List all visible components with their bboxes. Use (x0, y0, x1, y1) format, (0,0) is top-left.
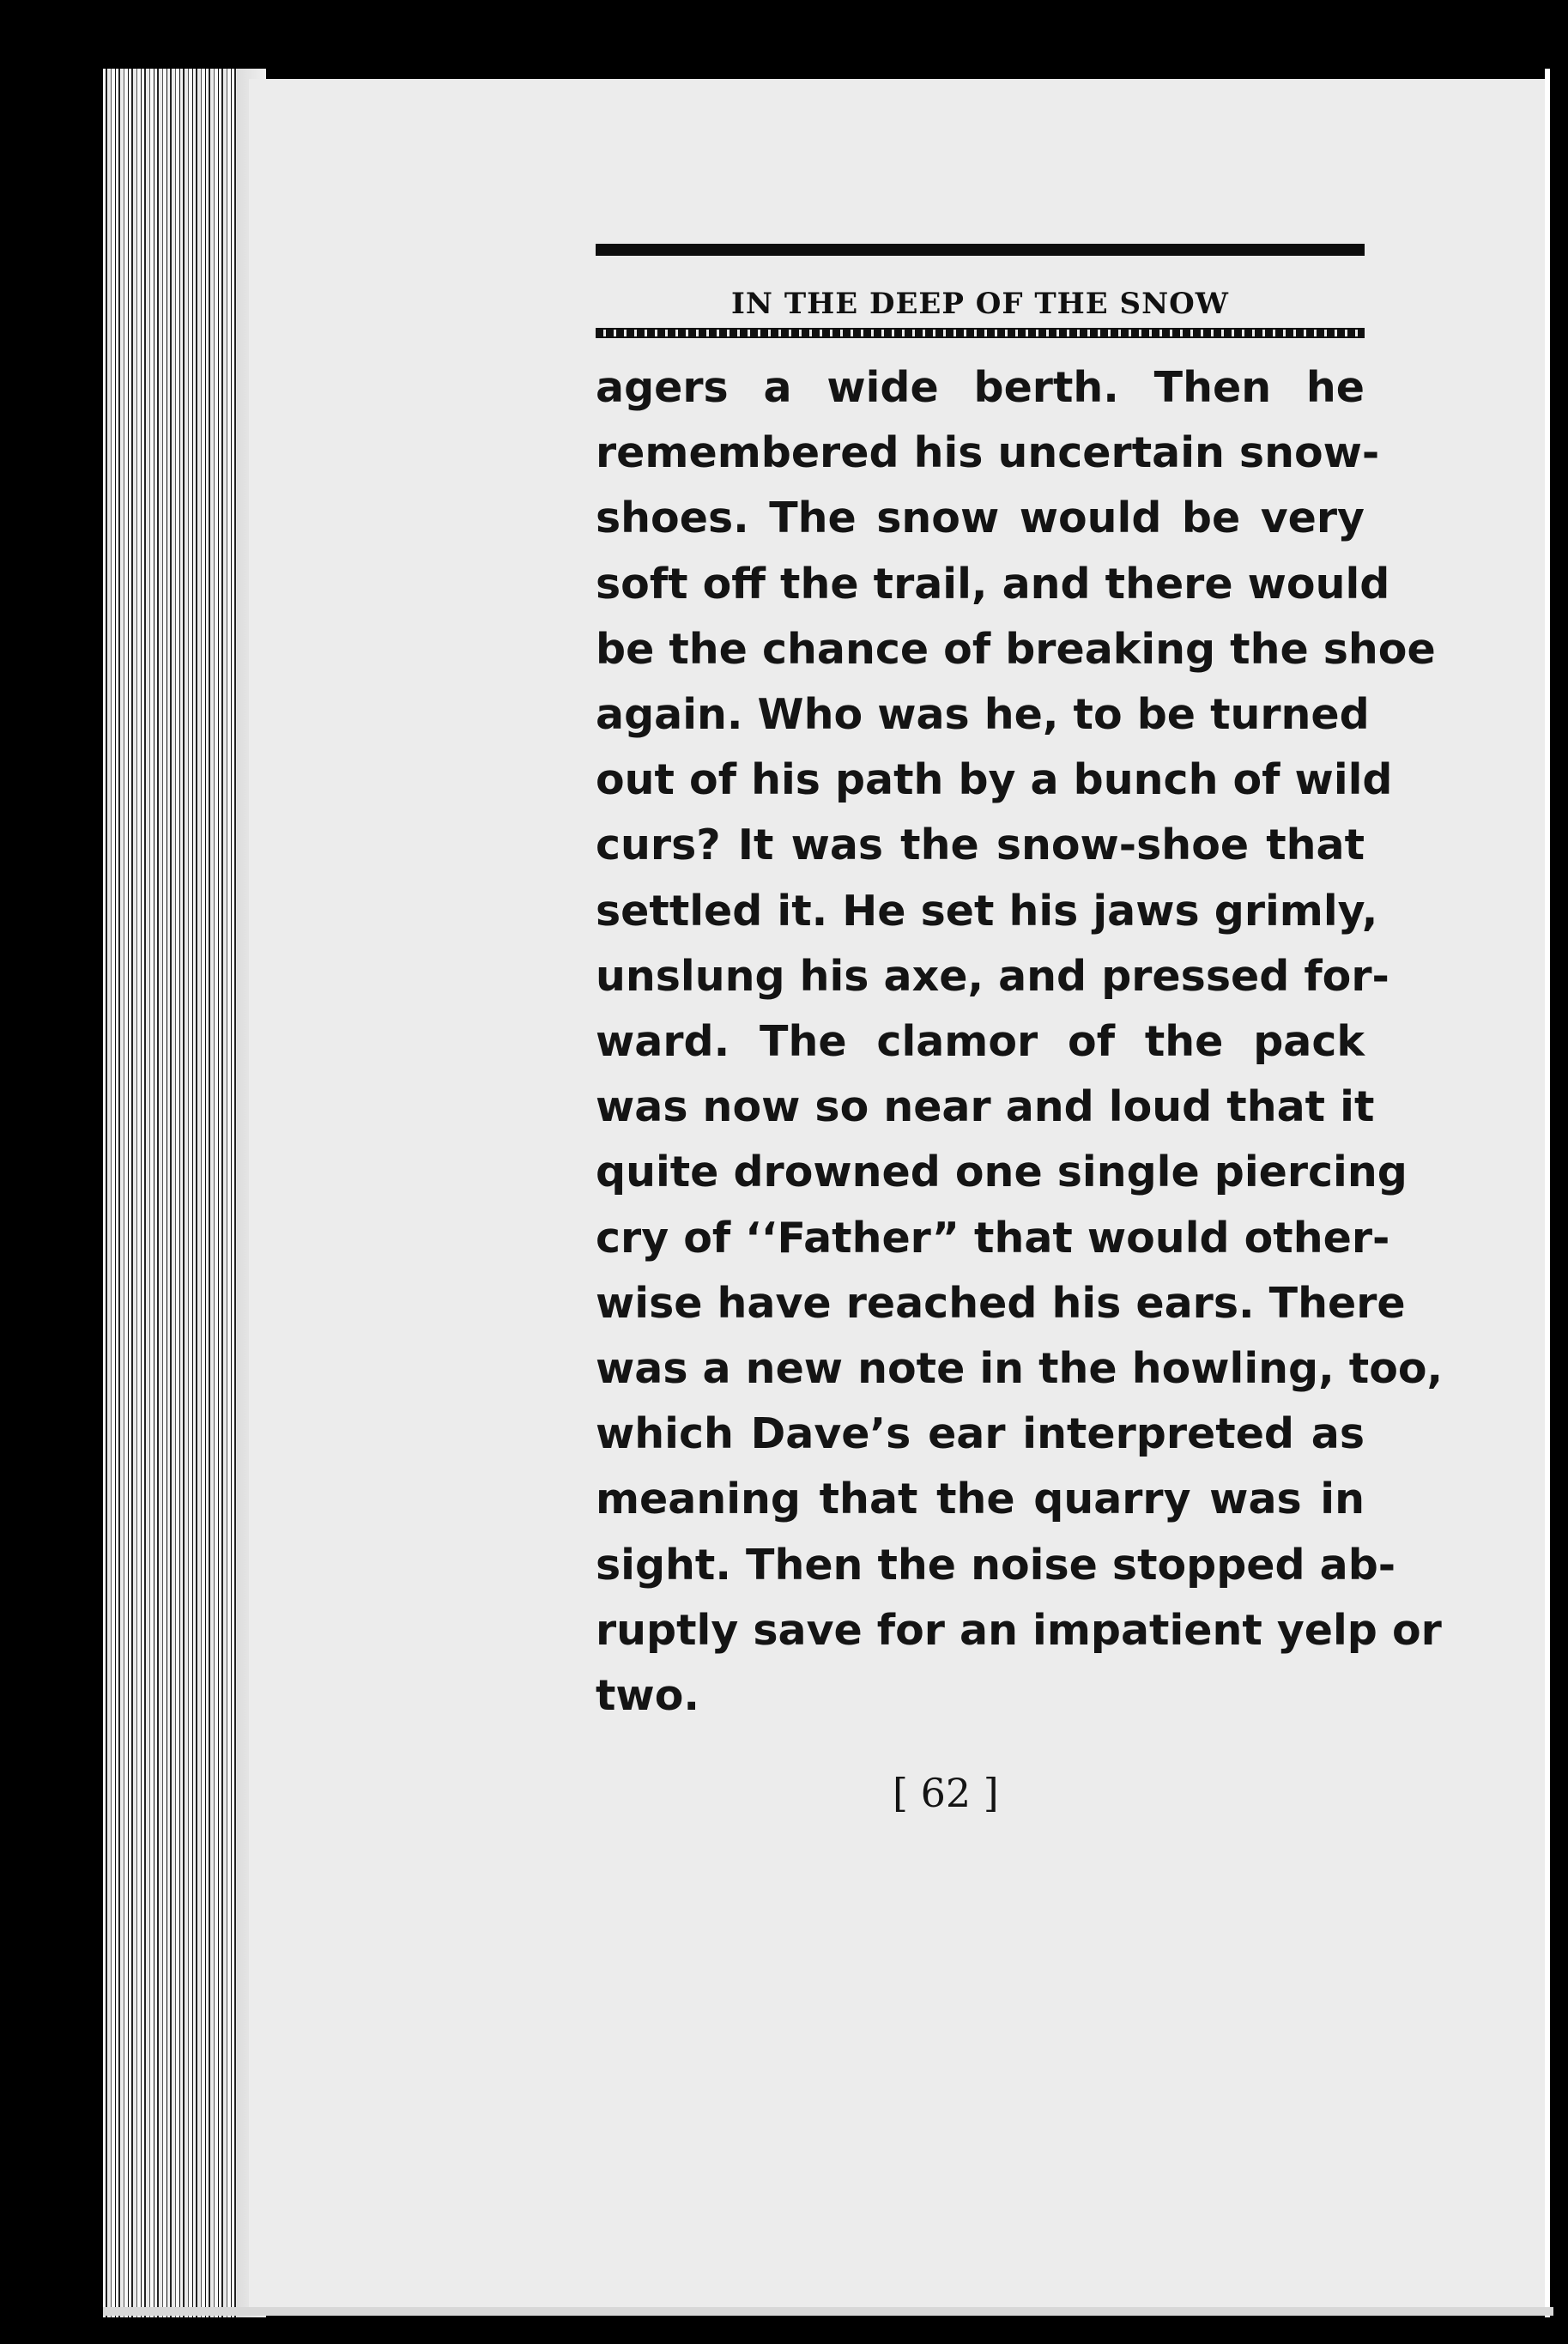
page-bottom-edge (103, 2307, 1553, 2316)
text-line: agers a wide berth. Then he (596, 363, 1365, 412)
text-line: unslung his axe, and pressed for- (596, 951, 1389, 1001)
text-block (596, 244, 1444, 1729)
running-head: IN THE DEEP OF THE SNOW (731, 287, 1229, 321)
text-line: be the chance of breaking the shoe (596, 624, 1436, 674)
text-line: ward. The clamor of the pack (596, 1017, 1365, 1067)
text-line: ruptly save for an impatient yelp or (596, 1605, 1442, 1655)
text-line: remembered his uncertain snow- (596, 428, 1380, 478)
text-line: two. (596, 1671, 699, 1721)
text-line: settled it. He set his jaws grimly, (596, 886, 1378, 936)
body-text (596, 355, 1444, 1729)
text-line: again. Who was he, to be turned (596, 690, 1370, 740)
header-rule (596, 244, 1365, 256)
text-line: soft off the trail, and there would (596, 559, 1390, 609)
page-right-edge (1545, 69, 1550, 2317)
text-line: out of his path by a bunch of wild (596, 755, 1393, 805)
text-line: shoes. The snow would be very (596, 494, 1365, 543)
text-line: which Dave’s ear interpreted as (596, 1409, 1365, 1459)
text-line: sight. Then the noise stopped ab- (596, 1540, 1396, 1590)
text-line: wise have reached his ears. There (596, 1278, 1406, 1328)
text-line: curs? It was the snow-shoe that (596, 821, 1365, 870)
text-line: was a new note in the howling, too, (596, 1344, 1444, 1394)
page-number: [ 62 ] (893, 1770, 999, 1816)
text-line: cry of ‘‘Father” that would other- (596, 1213, 1390, 1263)
ornamental-rule (596, 328, 1365, 338)
book-page-edges (103, 69, 266, 2317)
text-line: was now so near and loud that it (596, 1082, 1375, 1132)
text-line: meaning that the quarry was in (596, 1475, 1365, 1524)
text-line: quite drowned one single piercing (596, 1148, 1408, 1197)
